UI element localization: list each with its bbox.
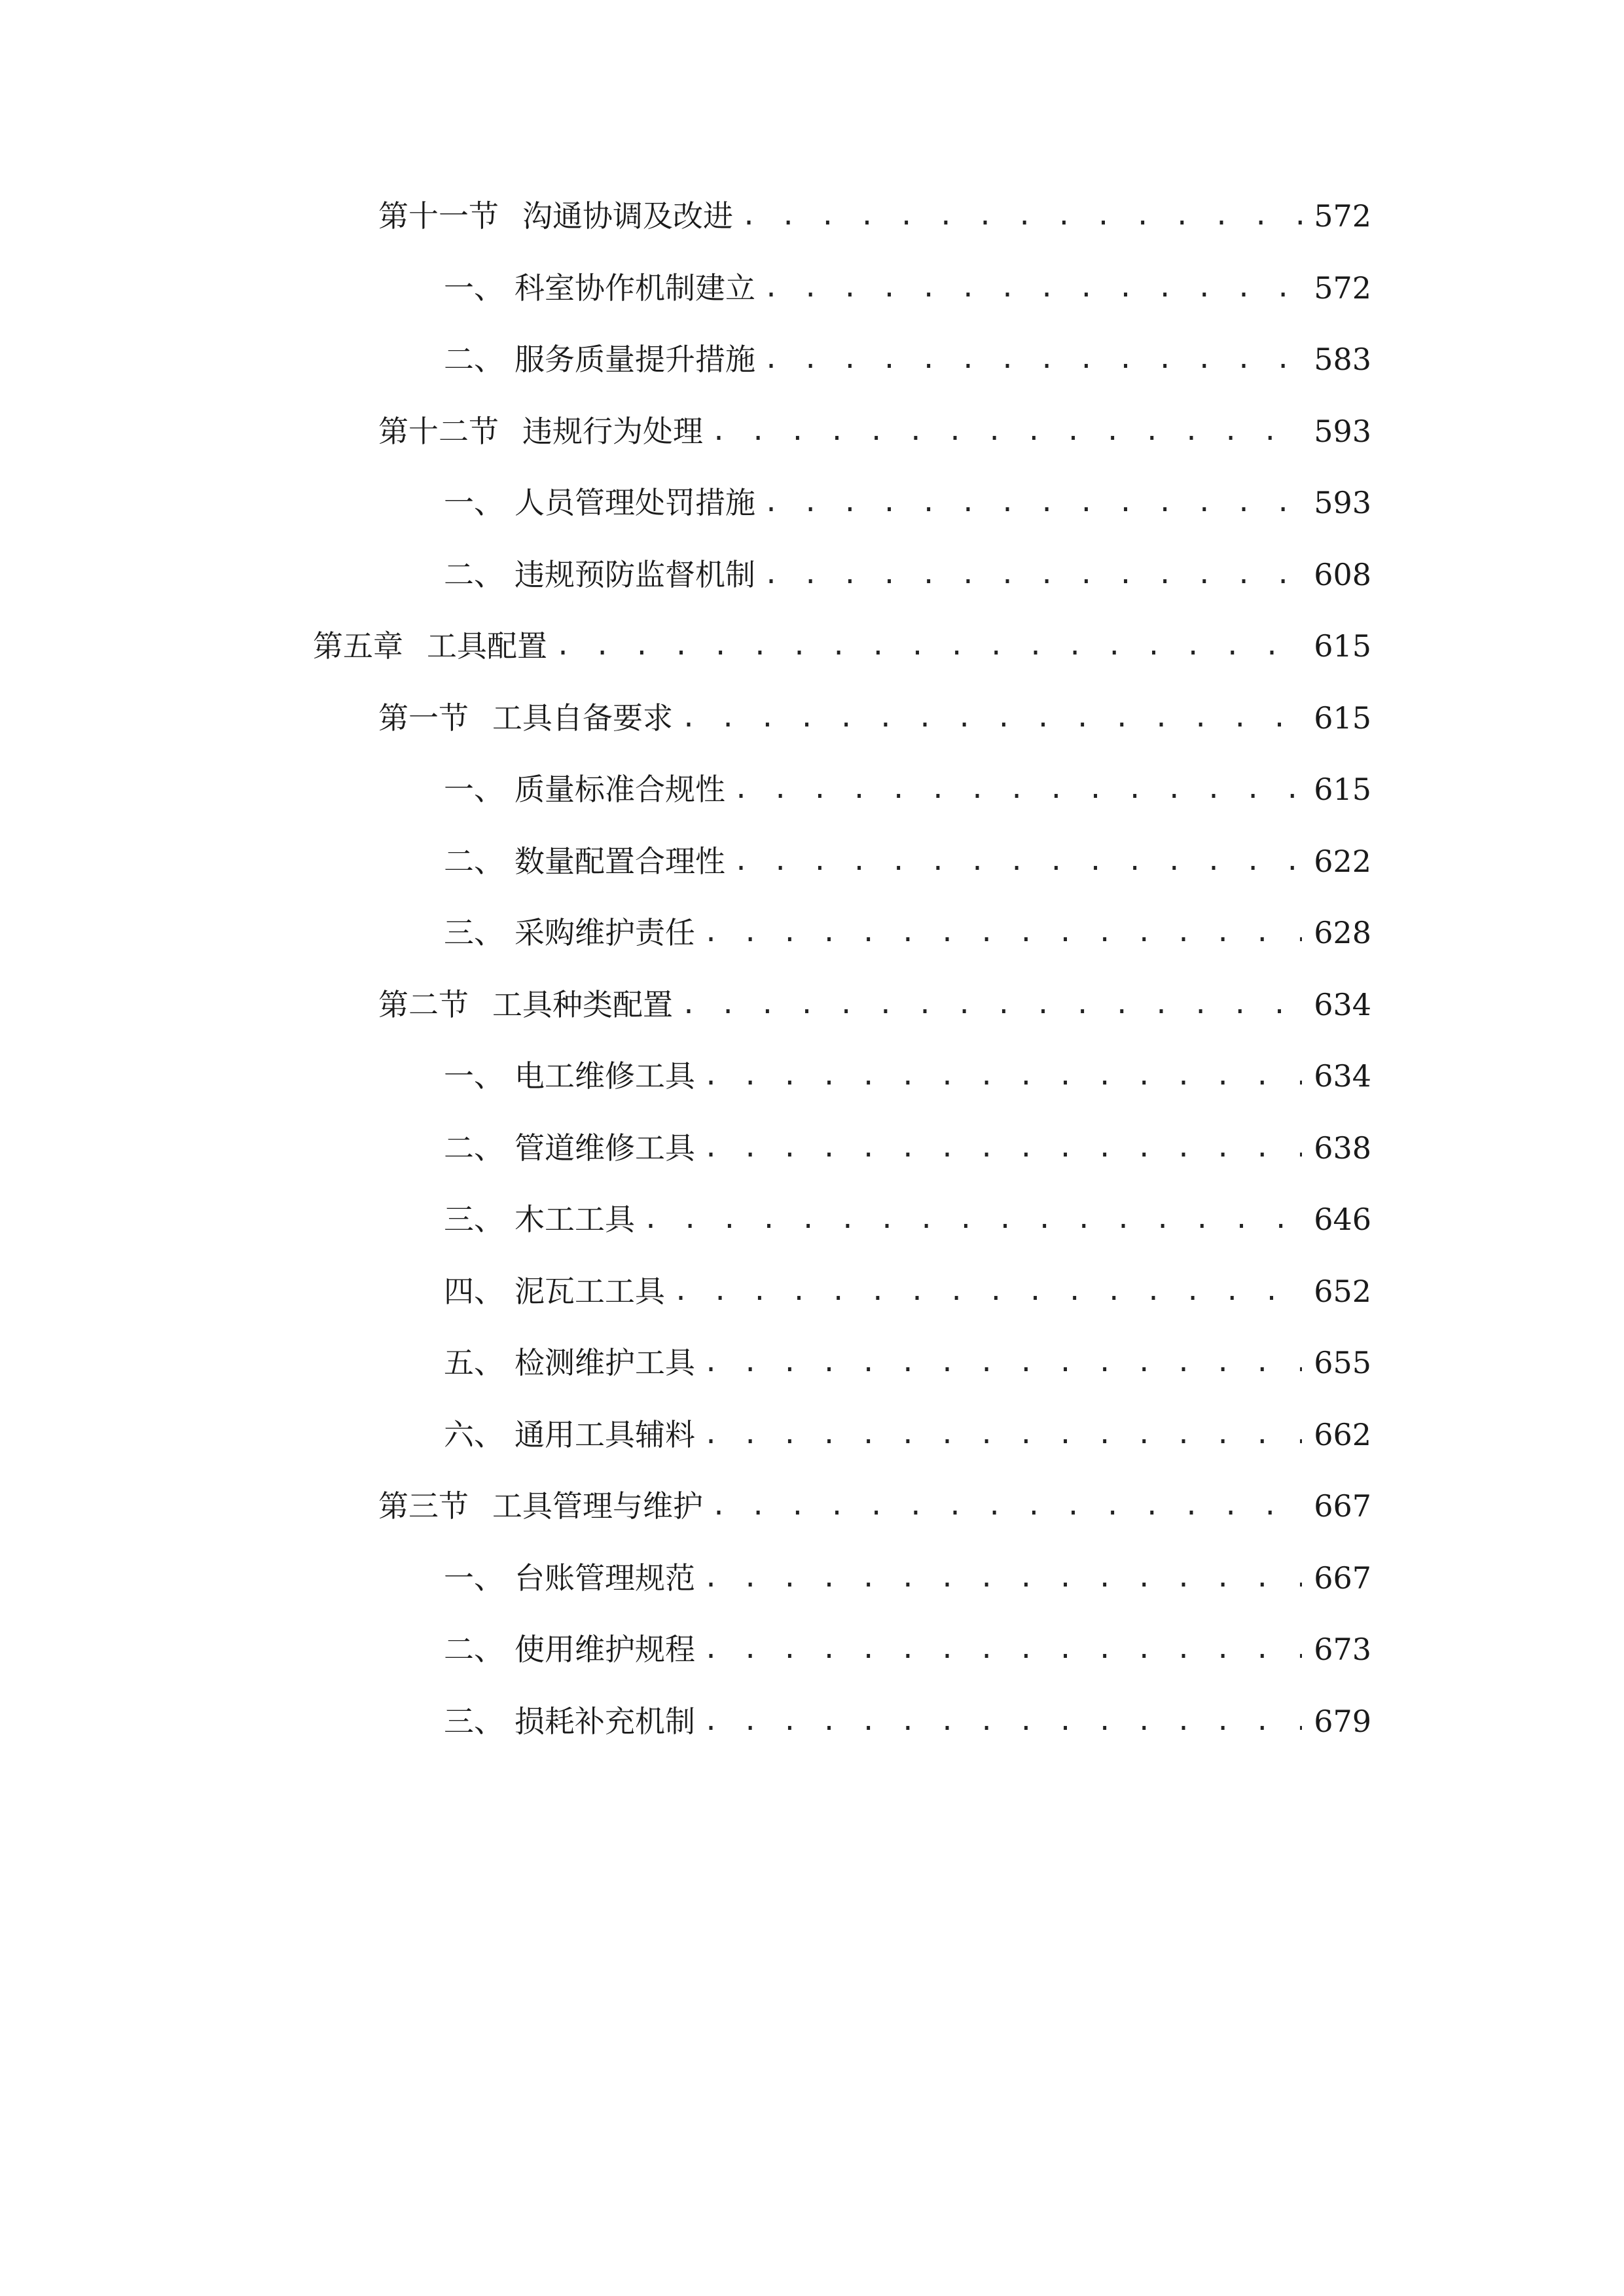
toc-entry-page: 667 <box>1314 1488 1371 1524</box>
toc-entry-page: 679 <box>1314 1704 1371 1739</box>
toc-entry[interactable] <box>444 548 1371 601</box>
toc-entry-title: 使用维护规程 <box>514 1632 695 1667</box>
toc-entry-page: 667 <box>1314 1560 1371 1596</box>
dot-leader <box>703 1408 1302 1461</box>
toc-entry-page: 608 <box>1314 557 1371 592</box>
toc-entry-page: 634 <box>1314 1058 1371 1094</box>
toc-entry-number: 二、 <box>444 1632 504 1667</box>
dot-leader <box>703 906 1302 959</box>
toc-entry[interactable] <box>444 1122 1371 1174</box>
toc-entry[interactable] <box>444 835 1371 888</box>
toc-entry[interactable] <box>444 763 1371 816</box>
toc-entry-page: 583 <box>1314 342 1371 377</box>
toc-entry-title: 通用工具辅料 <box>514 1417 695 1452</box>
toc-entry[interactable] <box>378 1480 1371 1532</box>
toc-entry[interactable] <box>444 1408 1371 1461</box>
toc-entry-page: 622 <box>1314 844 1371 879</box>
toc-entry-number: 三、 <box>444 1202 504 1237</box>
toc-entry-page: 615 <box>1314 700 1371 736</box>
toc-entry[interactable] <box>444 1695 1371 1748</box>
toc-entry[interactable] <box>313 620 1371 672</box>
toc-entry[interactable] <box>444 476 1371 529</box>
dot-leader <box>703 1695 1302 1748</box>
toc-entry-page: 646 <box>1314 1202 1371 1237</box>
toc-entry[interactable] <box>444 1265 1371 1318</box>
toc-entry-page: 662 <box>1314 1417 1371 1452</box>
toc-entry-title: 工具自备要求 <box>492 700 673 736</box>
toc-entry-title: 工具管理与维护 <box>492 1488 703 1524</box>
toc-entry-number: 二、 <box>444 1130 504 1166</box>
toc-entry[interactable] <box>378 692 1371 744</box>
toc-entry[interactable] <box>444 1623 1371 1676</box>
toc-entry-title: 沟通协调及改进 <box>522 198 733 234</box>
toc-entry-number: 五、 <box>444 1345 504 1380</box>
toc-entry[interactable] <box>444 262 1371 314</box>
dot-leader <box>733 763 1302 816</box>
dot-leader <box>703 1050 1302 1102</box>
toc-entry-page: 655 <box>1314 1345 1371 1380</box>
toc-entry-title: 质量标准合规性 <box>514 772 725 807</box>
toc-entry-number: 四、 <box>444 1274 504 1309</box>
toc-entry-number: 一、 <box>444 1560 504 1596</box>
toc-entry-title: 违规预防监督机制 <box>514 557 755 592</box>
dot-leader <box>733 835 1302 888</box>
toc-entry[interactable] <box>378 978 1371 1031</box>
toc-entry-title: 工具配置 <box>427 628 547 664</box>
dot-leader <box>681 692 1302 744</box>
toc-entry-title: 电工维修工具 <box>514 1058 695 1094</box>
toc-entry[interactable] <box>444 1552 1371 1604</box>
dot-leader <box>703 1552 1302 1604</box>
toc-entry-title: 台账管理规范 <box>514 1560 695 1596</box>
dot-leader <box>643 1193 1302 1246</box>
toc-entry[interactable] <box>444 1050 1371 1102</box>
toc-entry-number: 第十二节 <box>378 414 499 449</box>
dot-leader <box>741 190 1302 242</box>
dot-leader <box>673 1265 1302 1318</box>
toc-entry-number: 一、 <box>444 1058 504 1094</box>
toc-entry-title: 检测维护工具 <box>514 1345 695 1380</box>
toc-entry-title: 违规行为处理 <box>522 414 703 449</box>
toc-entry-page: 593 <box>1314 414 1371 449</box>
toc-entry[interactable] <box>444 333 1371 386</box>
dot-leader <box>703 1623 1302 1676</box>
toc-entry-title: 木工工具 <box>514 1202 635 1237</box>
toc-entry-page: 593 <box>1314 485 1371 520</box>
toc-entry[interactable] <box>444 1336 1371 1389</box>
dot-leader <box>763 333 1302 386</box>
dot-leader <box>763 262 1302 314</box>
toc-entry-title: 采购维护责任 <box>514 915 695 950</box>
dot-leader <box>555 620 1302 672</box>
toc-entry-title: 损耗补充机制 <box>514 1704 695 1739</box>
toc-entry-number: 第五章 <box>313 628 403 664</box>
toc-entry[interactable] <box>378 405 1371 457</box>
toc-entry-page: 615 <box>1314 772 1371 807</box>
toc-entry-page: 628 <box>1314 915 1371 950</box>
toc-entry-page: 673 <box>1314 1632 1371 1667</box>
toc-entry-title: 工具种类配置 <box>492 987 673 1022</box>
toc-entry[interactable] <box>444 906 1371 959</box>
toc-entry-page: 652 <box>1314 1274 1371 1309</box>
toc-entry-page: 572 <box>1314 198 1371 234</box>
toc-entry-number: 六、 <box>444 1417 504 1452</box>
dot-leader <box>711 405 1302 457</box>
toc-entry-number: 二、 <box>444 844 504 879</box>
dot-leader <box>703 1336 1302 1389</box>
toc-entry-title: 人员管理处罚措施 <box>514 485 755 520</box>
toc-entry-title: 数量配置合理性 <box>514 844 725 879</box>
dot-leader <box>711 1480 1302 1532</box>
toc-entry-page: 572 <box>1314 270 1371 306</box>
toc-entry-number: 第二节 <box>378 987 469 1022</box>
toc-entry-title: 泥瓦工工具 <box>514 1274 665 1309</box>
toc-entry-page: 634 <box>1314 987 1371 1022</box>
toc-entry-page: 615 <box>1314 628 1371 664</box>
toc-entry-number: 三、 <box>444 915 504 950</box>
toc-entry-title: 科室协作机制建立 <box>514 270 755 306</box>
toc-entry-number: 三、 <box>444 1704 504 1739</box>
toc-entry-number: 第一节 <box>378 700 469 736</box>
dot-leader <box>763 476 1302 529</box>
toc-entry-number: 第三节 <box>378 1488 469 1524</box>
toc-entry-title: 服务质量提升措施 <box>514 342 755 377</box>
toc-entry[interactable] <box>378 190 1371 242</box>
toc-entry-number: 二、 <box>444 342 504 377</box>
toc-entry-number: 一、 <box>444 772 504 807</box>
toc-entry-number: 一、 <box>444 270 504 306</box>
dot-leader <box>763 548 1302 601</box>
toc-entry-page: 638 <box>1314 1130 1371 1166</box>
toc-entry-number: 二、 <box>444 557 504 592</box>
toc-entry-number: 一、 <box>444 485 504 520</box>
dot-leader <box>703 1122 1302 1174</box>
toc-entry[interactable] <box>444 1193 1371 1246</box>
toc-entry-title: 管道维修工具 <box>514 1130 695 1166</box>
dot-leader <box>681 978 1302 1031</box>
toc-entry-number: 第十一节 <box>378 198 499 234</box>
